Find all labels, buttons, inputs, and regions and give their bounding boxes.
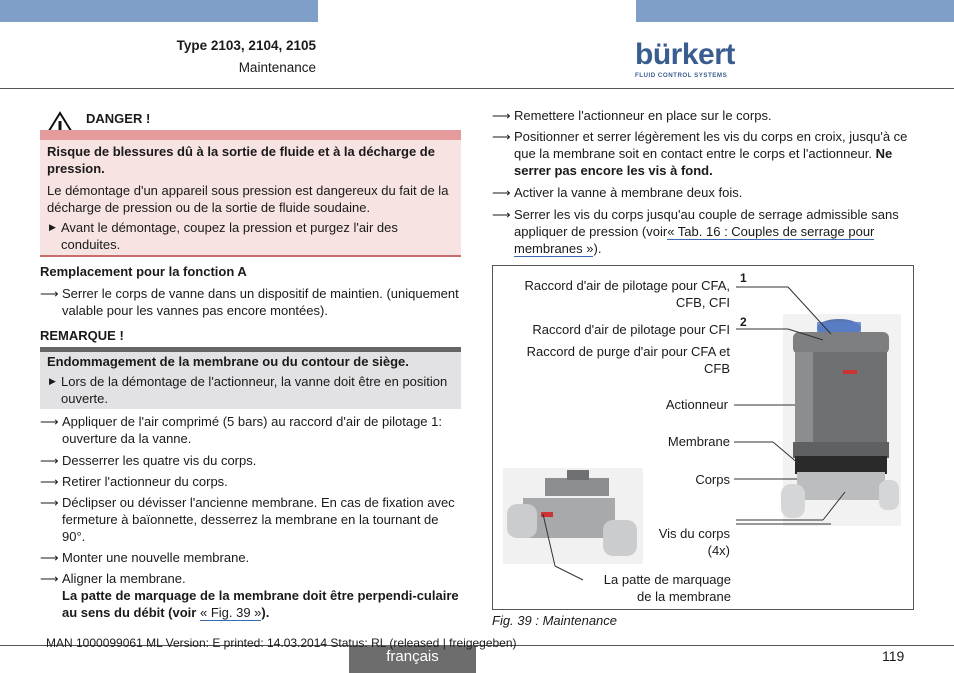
callout-number-1: 1 — [740, 271, 747, 285]
bullet-icon: ▶ — [49, 376, 56, 386]
step-end: ). — [593, 241, 602, 256]
step-text: Retirer l'actionneur du corps. — [62, 474, 228, 489]
label-marking-tab: La patte de marquage de la membrane — [603, 572, 731, 604]
replacement-title: Remplacement pour la fonction A — [40, 264, 247, 279]
arrow-icon: ⟶ — [40, 453, 59, 468]
top-bar-left — [0, 0, 318, 22]
label-body: Corps — [695, 472, 730, 487]
step-text: Déclipser ou dévisser l'ancienne membrane. En cas de fixation avec fermeture à baïonnette, desserrez la membrane en la tournant de 90°. — [62, 495, 455, 544]
step-text: Desserrer les quatre vis du corps. — [62, 453, 257, 468]
label-body-screws: Vis du corps (4x) — [658, 526, 730, 558]
label-air-port-2: Raccord d'air de pilotage pour CFI — [532, 322, 730, 337]
document-metadata: MAN 1000099061 ML Version: E printed: 14.03.2014 Status: RL (released | freigegeben) — [46, 636, 517, 650]
step-text: Serrer les vis du corps jusqu'au couple de serrage admissible sans appliquer de pression (voir — [514, 207, 899, 239]
note-headline: Endommagement de la membrane ou du contour de siège. — [47, 354, 409, 369]
step-position-screws — [492, 128, 914, 179]
actuator-image — [781, 314, 901, 526]
step-text: Serrer le corps de vanne dans un dispositif de maintien. (uniquement valable pour les vannes pas encore montées). — [62, 286, 459, 318]
danger-headline: Risque de blessures dû à la sortie de fluide et à la décharge de pression. — [47, 144, 435, 176]
note-bullet-text: Lors de la démontage de l'actionneur, la vanne doit être en position ouverte. — [61, 374, 448, 406]
step-remove — [40, 473, 462, 490]
step-activate — [492, 184, 914, 201]
section-title: Maintenance — [238, 60, 316, 75]
step-unclip — [40, 494, 462, 545]
top-bar-right — [636, 0, 954, 22]
step-warning: Ne serrer pas encore les vis à fond. — [514, 146, 893, 178]
brand-logo — [635, 40, 735, 80]
tab-16-link[interactable]: « Tab. 16 : Couples de serrage pour membranes » — [514, 224, 875, 256]
align-note-end: ). — [261, 605, 270, 620]
arrow-icon: ⟶ — [40, 550, 59, 565]
step-loosen — [40, 452, 462, 469]
document-type: Type 2103, 2104, 2105 — [176, 38, 316, 53]
step-text: Positionner et serrer légèrement les vis du corps en croix, jusqu'à ce que la membrane soit en contact entre le corps et l'actionneur. — [514, 129, 908, 161]
danger-title: DANGER ! — [86, 111, 151, 126]
step-air — [40, 413, 462, 447]
language-tab: français — [349, 645, 476, 673]
step-replace-actuator — [492, 107, 934, 124]
logo-word: bürkert — [635, 38, 735, 71]
header-divider — [0, 88, 954, 89]
arrow-icon: ⟶ — [492, 185, 511, 200]
fig-39-link[interactable]: « Fig. 39 » — [199, 605, 262, 620]
step-mount — [40, 549, 462, 566]
label-air-port-1: Raccord d'air de pilotage pour CFA, CFB, CFI — [524, 278, 730, 310]
arrow-icon: ⟶ — [40, 286, 59, 301]
callout-number-2: 2 — [740, 315, 747, 329]
arrow-icon: ⟶ — [40, 474, 59, 489]
arrow-icon: ⟶ — [40, 571, 59, 586]
page-number: 119 — [882, 648, 905, 664]
align-note — [62, 587, 462, 621]
arrow-icon: ⟶ — [40, 495, 59, 510]
step-text: Remettere l'actionneur en place sur le corps. — [514, 108, 772, 123]
label-purge-port: Raccord de purge d'air pour CFA et CFB — [526, 344, 730, 376]
step-text: Appliquer de l'air comprimé (5 bars) au raccord d'air de pilotage 1: ouverture da la vanne. — [62, 414, 442, 446]
arrow-icon: ⟶ — [492, 129, 511, 144]
arrow-icon: ⟶ — [492, 207, 511, 222]
step-align — [40, 570, 462, 621]
danger-bullet-text: Avant le démontage, coupez la pression et purgez l'air des conduites. — [61, 220, 398, 252]
align-note-text: La patte de marquage de la membrane doit être perpendi-culaire au sens du débit (voir — [62, 588, 459, 620]
danger-header-bar — [40, 130, 461, 140]
arrow-icon: ⟶ — [492, 108, 511, 123]
danger-bullet — [47, 219, 455, 253]
figure-caption: Fig. 39 : Maintenance — [492, 613, 618, 628]
note-bullet — [47, 373, 455, 407]
danger-text: Le démontage d'un appareil sous pression est dangereux du fait de la décharge de pression ou de la sortie de fluide soudaine. — [47, 183, 449, 215]
step-torque — [492, 206, 914, 257]
bullet-icon: ▶ — [49, 222, 56, 232]
arrow-icon: ⟶ — [40, 414, 59, 429]
label-membrane: Membrane — [667, 434, 730, 449]
step-text: Monter une nouvelle membrane. — [62, 550, 250, 565]
logo-tagline: FLUID CONTROL SYSTEMS — [635, 72, 728, 79]
label-actuator: Actionneur — [665, 397, 728, 412]
note-title: REMARQUE ! — [40, 328, 124, 343]
step-text: Aligner la membrane. — [62, 571, 186, 586]
step-text: Activer la vanne à membrane deux fois. — [514, 185, 743, 200]
step-clamp — [40, 285, 462, 319]
